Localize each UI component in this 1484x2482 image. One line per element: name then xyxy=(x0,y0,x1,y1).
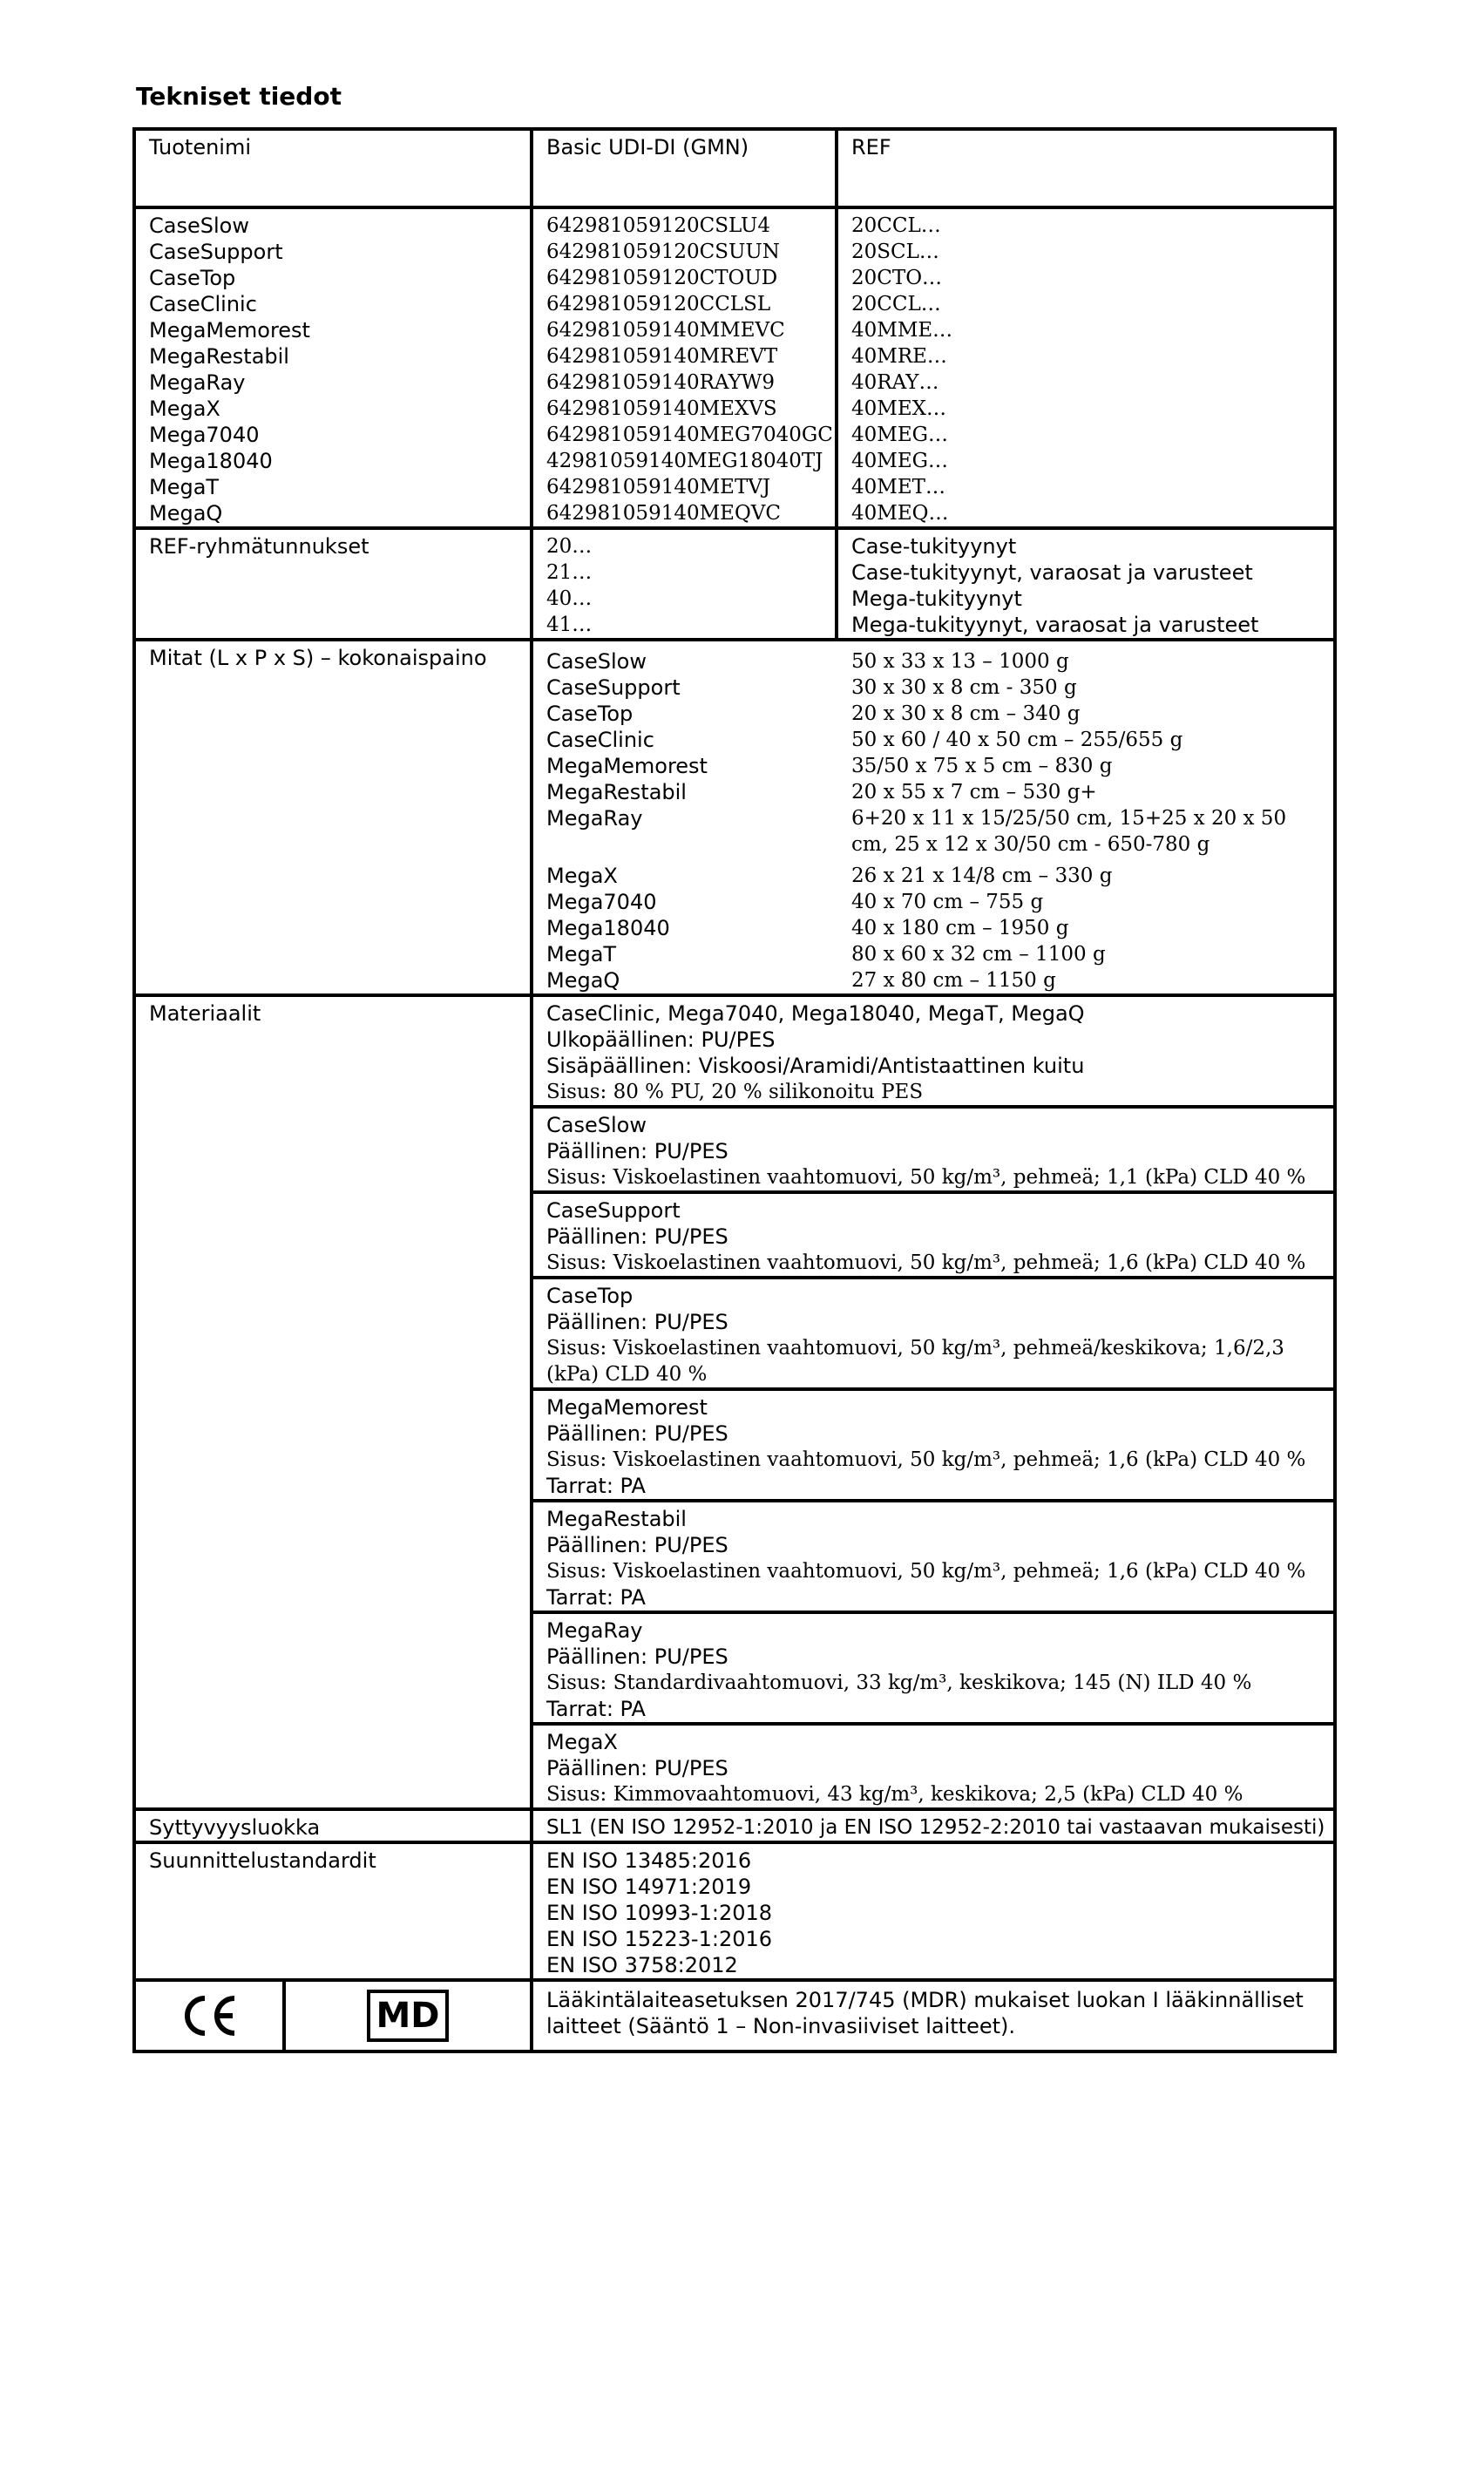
material-products: CaseSupport xyxy=(546,1198,681,1223)
dimension-value: 6+20 x 11 x 15/25/50 cm, 15+25 x 20 x 50 cm, 25 x 12 x 30/50 cm - 650-780 g xyxy=(851,807,1287,856)
material-block xyxy=(532,1612,1335,1724)
dimension-item xyxy=(546,779,1320,805)
dimension-value: 40 x 70 cm – 755 g xyxy=(851,891,1044,913)
material-products: MegaRay xyxy=(546,1618,643,1643)
material-block xyxy=(532,995,1335,1107)
product-udi: 642981059120CSLU4 xyxy=(546,214,770,237)
product-name: MegaRay xyxy=(149,370,246,395)
product-udi: 642981059140MEG7040GC xyxy=(546,424,833,446)
material-line: Päällinen: PU/PES xyxy=(546,1421,728,1446)
ref-group-code: 21… xyxy=(546,561,593,584)
dimension-item xyxy=(546,648,1320,675)
standard-item: EN ISO 3758:2012 xyxy=(546,1953,738,1977)
material-line: Tarrat: PA xyxy=(546,1697,646,1721)
product-udi: 642981059140MEQVC xyxy=(546,502,782,525)
dimension-value: 35/50 x 75 x 5 cm – 830 g xyxy=(851,755,1113,777)
dimension-product: Mega18040 xyxy=(546,916,670,940)
material-products: MegaX xyxy=(546,1730,618,1754)
product-ref: 20CTO… xyxy=(851,267,943,289)
product-udi: 642981059140MREVT xyxy=(546,345,778,368)
ref-group-code: 41… xyxy=(546,614,593,636)
flammability-value: SL1 (EN ISO 12952-1:2010 ja EN ISO 12952-2:2010 tai vastaavan mukaisesti) xyxy=(532,1809,1335,1842)
material-line: Päällinen: PU/PES xyxy=(546,1533,728,1557)
dimension-product: CaseTop xyxy=(546,702,634,726)
ref-group-description: Mega-tukityynyt, varaosat ja varusteet xyxy=(851,613,1259,637)
dimension-product: MegaMemorest xyxy=(546,754,708,778)
dimension-value: 26 x 21 x 14/8 cm – 330 g xyxy=(851,865,1113,887)
marks-row xyxy=(134,1980,1335,2051)
dimension-item xyxy=(546,863,1320,889)
dimensions-label: Mitat (L x P x S) – kokonaispaino xyxy=(134,640,532,995)
product-ref: 40MEX… xyxy=(851,397,946,420)
dimension-item xyxy=(546,941,1320,967)
product-name: CaseClinic xyxy=(149,292,257,316)
spec-table xyxy=(132,127,1337,2053)
dimension-product: MegaRay xyxy=(546,806,643,831)
product-name: Mega7040 xyxy=(149,423,260,447)
product-udi: 42981059140MEG18040TJ xyxy=(546,450,823,472)
materials-label: Materiaalit xyxy=(134,995,532,1809)
products-row xyxy=(134,207,1335,528)
product-ref: 40MEG… xyxy=(851,450,948,472)
material-line: Päällinen: PU/PES xyxy=(546,1756,728,1780)
ref-groups-row xyxy=(134,528,1335,640)
product-ref: 20SCL… xyxy=(851,241,939,263)
product-ref: 40MEQ… xyxy=(851,502,949,525)
dimension-product: CaseSlow xyxy=(546,649,647,674)
header-product-name: Tuotenimi xyxy=(134,129,532,207)
dimension-value: 80 x 60 x 32 cm – 1100 g xyxy=(851,943,1106,966)
dimensions-row xyxy=(134,640,1335,995)
mdr-statement: Lääkintälaiteasetuksen 2017/745 (MDR) mukaiset luokan I lääkinnälliset laitteet (Sääntö 1 – Non-invasiiviset laitteet). xyxy=(532,1980,1335,2051)
material-line: Tarrat: PA xyxy=(546,1585,646,1610)
material-block xyxy=(532,1389,1335,1501)
product-ref: 40MRE… xyxy=(851,345,947,368)
dimension-product: MegaX xyxy=(546,864,618,888)
product-ref: 40RAY… xyxy=(851,371,939,394)
dimension-product: Mega7040 xyxy=(546,890,657,914)
material-products: MegaMemorest xyxy=(546,1395,708,1420)
dimension-item xyxy=(546,675,1320,701)
product-udi: 642981059120CTOUD xyxy=(546,267,778,289)
product-names xyxy=(134,207,532,528)
product-udi: 642981059120CCLSL xyxy=(546,293,771,315)
material-block xyxy=(532,1724,1335,1809)
product-ref: 20CCL… xyxy=(851,293,941,315)
dimension-product: CaseSupport xyxy=(546,675,681,700)
dimension-value: 20 x 30 x 8 cm – 340 g xyxy=(851,702,1081,725)
product-name: MegaQ xyxy=(149,501,223,526)
ref-groups-label: REF-ryhmätunnukset xyxy=(134,528,532,640)
dimension-value: 40 x 180 cm – 1950 g xyxy=(851,917,1069,939)
material-products: CaseTop xyxy=(546,1284,634,1308)
material-line: Päällinen: PU/PES xyxy=(546,1310,728,1334)
material-line: Sisus: Viskoelastinen vaahtomuovi, 50 kg/m³, pehmeä/keskikova; 1,6/2,3 (kPa) CLD 40 % xyxy=(546,1337,1284,1386)
product-udi: 642981059140METVJ xyxy=(546,476,771,498)
material-line: Sisus: Viskoelastinen vaahtomuovi, 50 kg/m³, pehmeä; 1,6 (kPa) CLD 40 % xyxy=(546,1560,1306,1583)
dimension-item xyxy=(546,701,1320,727)
material-products: CaseSlow xyxy=(546,1113,647,1137)
product-udi: 642981059140RAYW9 xyxy=(546,371,776,394)
product-udi: 642981059140MMEVC xyxy=(546,319,785,342)
material-line: Sisus: Viskoelastinen vaahtomuovi, 50 kg/m³, pehmeä; 1,6 (kPa) CLD 40 % xyxy=(546,1251,1306,1274)
ref-group-code: 40… xyxy=(546,587,593,610)
product-udis xyxy=(532,207,837,528)
material-line: Sisus: Standardivaahtomuovi, 33 kg/m³, keskikova; 145 (N) ILD 40 % xyxy=(546,1672,1252,1694)
dimension-item xyxy=(546,753,1320,779)
material-line: Tarrat: PA xyxy=(546,1474,646,1498)
standards-list xyxy=(532,1842,1335,1980)
material-line: Ulkopäällinen: PU/PES xyxy=(546,1027,776,1052)
ce-mark xyxy=(136,1982,286,2050)
material-products: CaseClinic, Mega7040, Mega18040, MegaT, MegaQ xyxy=(546,1001,1085,1026)
ref-group-code: 20… xyxy=(546,535,593,558)
dimension-value: 50 x 33 x 13 – 1000 g xyxy=(851,650,1069,673)
dimension-value: 30 x 30 x 8 cm - 350 g xyxy=(851,676,1077,699)
dimension-item xyxy=(546,889,1320,915)
product-udi: 642981059120CSUUN xyxy=(546,241,780,263)
standard-item: EN ISO 14971:2019 xyxy=(546,1875,752,1899)
header-row xyxy=(134,129,1335,207)
product-ref: 20CCL… xyxy=(851,214,941,237)
ref-group-description: Mega-tukityynyt xyxy=(851,587,1022,611)
dimension-item xyxy=(546,915,1320,941)
product-name: MegaX xyxy=(149,397,220,421)
dimension-product: MegaT xyxy=(546,942,617,966)
dimension-product: MegaRestabil xyxy=(546,780,687,804)
material-block xyxy=(532,1192,1335,1278)
material-products: MegaRestabil xyxy=(546,1507,687,1531)
standards-row xyxy=(134,1842,1335,1980)
dimension-value: 50 x 60 / 40 x 50 cm – 255/655 g xyxy=(851,729,1183,751)
product-name: CaseSupport xyxy=(149,240,283,264)
ref-group-description: Case-tukityynyt, varaosat ja varusteet xyxy=(851,560,1253,585)
material-line: Sisus: 80 % PU, 20 % silikonoitu PES xyxy=(546,1081,924,1103)
ref-group-descriptions xyxy=(837,528,1335,640)
standards-label: Suunnittelustandardit xyxy=(134,1842,532,1980)
product-ref: 40MME… xyxy=(851,319,953,342)
product-udi: 642981059140MEXVS xyxy=(546,397,777,420)
product-refs xyxy=(837,207,1335,528)
material-block xyxy=(532,1501,1335,1612)
product-ref: 40MET… xyxy=(851,476,945,498)
dimension-item xyxy=(546,727,1320,753)
material-line: Sisus: Kimmovaahtomuovi, 43 kg/m³, keskikova; 2,5 (kPa) CLD 40 % xyxy=(546,1783,1243,1806)
product-name: Mega18040 xyxy=(149,449,273,473)
header-ref: REF xyxy=(837,129,1335,207)
standard-item: EN ISO 10993-1:2018 xyxy=(546,1901,773,1925)
dimension-item xyxy=(546,805,1320,858)
material-block xyxy=(532,1278,1335,1389)
material-line: Sisus: Viskoelastinen vaahtomuovi, 50 kg/m³, pehmeä; 1,6 (kPa) CLD 40 % xyxy=(546,1448,1306,1471)
dimension-item xyxy=(546,967,1320,993)
marks-cell xyxy=(134,1980,532,2051)
material-line: Sisus: Viskoelastinen vaahtomuovi, 50 kg/m³, pehmeä; 1,1 (kPa) CLD 40 % xyxy=(546,1166,1306,1189)
flammability-row xyxy=(134,1809,1335,1842)
material-line: Päällinen: PU/PES xyxy=(546,1644,728,1669)
flammability-label: Syttyvyysluokka xyxy=(134,1809,532,1842)
dimension-value: 27 x 80 cm – 1150 g xyxy=(851,969,1056,992)
ref-group-description: Case-tukityynyt xyxy=(851,534,1017,559)
md-mark-text: MD xyxy=(367,1990,448,2042)
md-mark xyxy=(286,1982,530,2050)
material-block xyxy=(532,1107,1335,1192)
ce-mark-icon xyxy=(179,1993,240,2038)
standard-item: EN ISO 15223-1:2016 xyxy=(546,1927,773,1951)
product-name: MegaMemorest xyxy=(149,318,310,342)
material-line: Sisäpäällinen: Viskoosi/Aramidi/Antistaattinen kuitu xyxy=(546,1054,1085,1078)
materials-row xyxy=(134,995,1335,1107)
material-line: Päällinen: PU/PES xyxy=(546,1224,728,1249)
material-line: Päällinen: PU/PES xyxy=(546,1139,728,1163)
product-ref: 40MEG… xyxy=(851,424,948,446)
product-name: MegaRestabil xyxy=(149,344,289,369)
dimension-value: 20 x 55 x 7 cm – 530 g+ xyxy=(851,781,1097,804)
standard-item: EN ISO 13485:2016 xyxy=(546,1848,752,1873)
page-title: Tekniset tiedot xyxy=(136,82,342,111)
product-name: CaseTop xyxy=(149,266,236,290)
ref-group-codes xyxy=(532,528,837,640)
product-name: CaseSlow xyxy=(149,214,249,238)
dimension-product: MegaQ xyxy=(546,968,620,993)
header-udi: Basic UDI-DI (GMN) xyxy=(532,129,837,207)
dimensions-cell xyxy=(532,640,1335,995)
product-name: MegaT xyxy=(149,475,220,499)
dimension-product: CaseClinic xyxy=(546,728,654,752)
